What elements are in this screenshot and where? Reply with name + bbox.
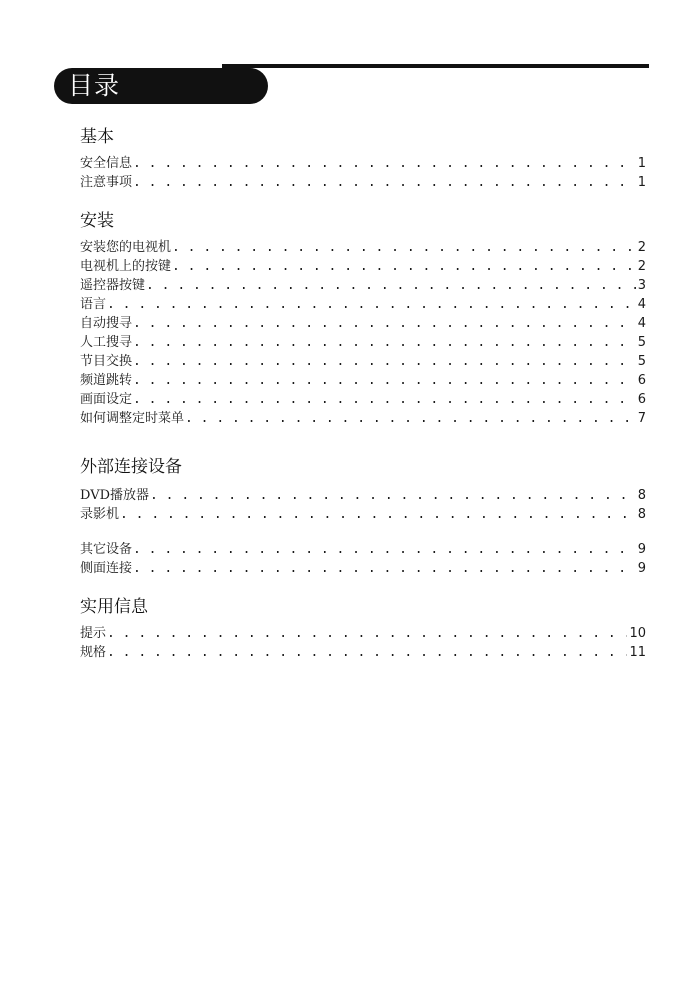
entry-page: 1 <box>637 156 646 171</box>
toc-entry[interactable] <box>80 333 646 352</box>
dot-leader <box>172 238 636 257</box>
entry-label: 如何调整定时菜单 <box>80 411 185 426</box>
dot-leader <box>107 624 627 643</box>
page-title: 目录 <box>68 71 121 100</box>
toc-entry[interactable] <box>80 540 646 559</box>
dot-leader <box>107 295 636 314</box>
entry-page: 9 <box>637 561 646 576</box>
toc-entry[interactable] <box>80 371 646 390</box>
entry-page: 6 <box>637 373 646 388</box>
section-heading: 外部连接设备 <box>80 457 182 477</box>
toc-entry[interactable] <box>80 257 646 276</box>
entry-page: 8 <box>637 488 646 503</box>
toc-section-external-devices <box>80 456 646 578</box>
toc-entry[interactable] <box>80 505 646 524</box>
entry-label: 人工搜寻 <box>80 335 133 350</box>
entry-label: 规格 <box>80 645 107 660</box>
entry-label: DVD播放器 <box>80 488 150 503</box>
toc-section-installation <box>80 210 646 428</box>
dot-leader <box>133 540 636 559</box>
entry-page: 9 <box>637 542 646 557</box>
entry-label: 侧面连接 <box>80 561 133 576</box>
entry-label: 安全信息 <box>80 156 133 171</box>
dot-leader <box>172 257 636 276</box>
toc-entry[interactable] <box>80 314 646 333</box>
entry-label: 自动搜寻 <box>80 316 133 331</box>
toc-entry[interactable] <box>80 238 646 257</box>
section-heading: 实用信息 <box>80 597 148 617</box>
entry-page: 8 <box>637 507 646 522</box>
section-heading: 安装 <box>80 211 114 231</box>
toc-entry[interactable] <box>80 624 646 643</box>
entry-page: 5 <box>637 354 646 369</box>
entry-label: 画面设定 <box>80 392 133 407</box>
dot-leader <box>133 559 636 578</box>
toc-entry[interactable] <box>80 352 646 371</box>
entry-page: 4 <box>637 316 646 331</box>
dot-leader <box>133 154 636 173</box>
entry-label: 录影机 <box>80 507 120 522</box>
toc-entry[interactable] <box>80 390 646 409</box>
toc-entry[interactable] <box>80 409 646 428</box>
entry-label: 遥控器按键 <box>80 278 146 293</box>
entry-label: 其它设备 <box>80 542 133 557</box>
entry-label: 安装您的电视机 <box>80 240 172 255</box>
entry-page: 10 <box>629 626 646 641</box>
dot-leader <box>185 409 636 428</box>
entry-page: 2 <box>637 240 646 255</box>
toc-entry[interactable] <box>80 486 646 505</box>
dot-leader <box>150 486 636 505</box>
entry-page: 5 <box>637 335 646 350</box>
dot-leader <box>133 314 636 333</box>
toc-section-basic <box>80 126 646 192</box>
dot-leader <box>133 352 636 371</box>
dot-leader <box>133 390 636 409</box>
entry-label: 语言 <box>80 297 107 312</box>
dot-leader <box>133 173 636 192</box>
entry-page: 7 <box>637 411 646 426</box>
dot-leader <box>133 333 636 352</box>
entry-label: 注意事项 <box>80 175 133 190</box>
entry-label: 频道跳转 <box>80 373 133 388</box>
entry-page: 2 <box>637 259 646 274</box>
toc-entry[interactable] <box>80 154 646 173</box>
entry-page: 3 <box>637 278 646 293</box>
dot-leader <box>120 505 636 524</box>
toc-entry[interactable] <box>80 295 646 314</box>
section-heading: 基本 <box>80 127 114 147</box>
toc-entry[interactable] <box>80 559 646 578</box>
entry-label: 电视机上的按键 <box>80 259 172 274</box>
toc-entry[interactable] <box>80 643 646 662</box>
toc-entry[interactable] <box>80 173 646 192</box>
title-banner <box>54 68 268 104</box>
header-rule <box>222 64 649 68</box>
toc-section-useful-info <box>80 596 646 662</box>
entry-page: 11 <box>629 645 646 660</box>
dot-leader <box>133 371 636 390</box>
entry-page: 1 <box>637 175 646 190</box>
dot-leader <box>107 643 627 662</box>
entry-label: 节目交换 <box>80 354 133 369</box>
dot-leader <box>146 276 636 295</box>
entry-page: 6 <box>637 392 646 407</box>
toc-entry[interactable] <box>80 276 646 295</box>
entry-label: 提示 <box>80 626 107 641</box>
entry-page: 4 <box>637 297 646 312</box>
